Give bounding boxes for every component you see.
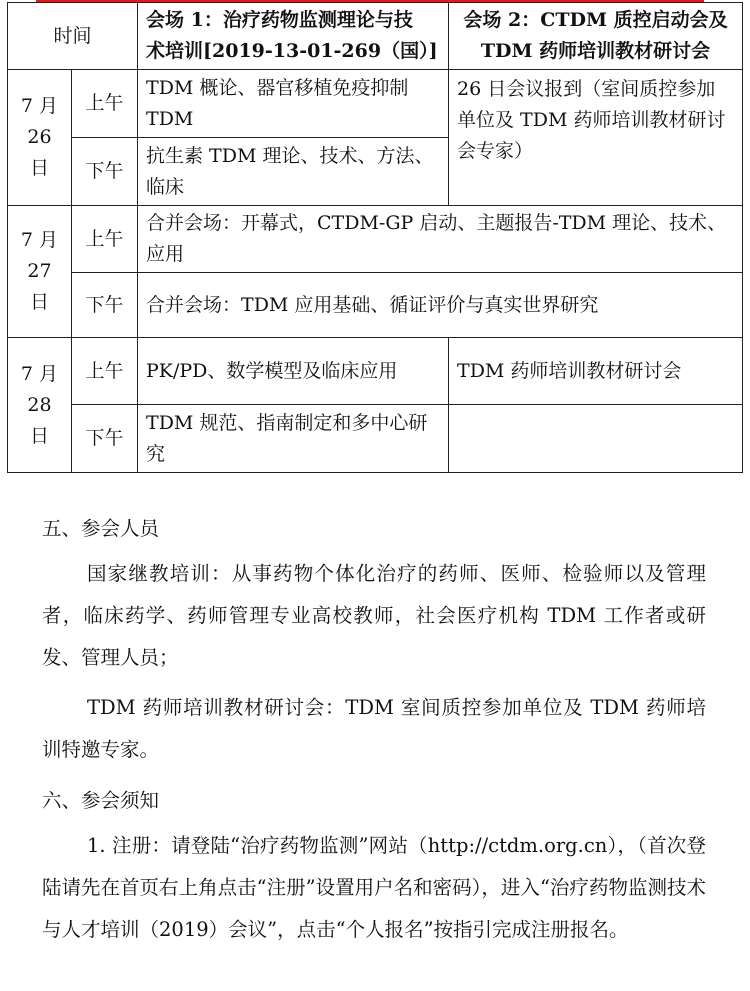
section-6-para-1: 1. 注册：请登陆“治疗药物监测”网站（http://ctdm.org.cn），（首次登陆请先在首页右上角点击“注册”设置用户名和密码），进入“治疗药物监测技术与人才培训（2019）会议”，点击“个人报名”按指引完成注册报名。: [42, 834, 706, 941]
section-5-heading: 五、参会人员: [42, 517, 160, 540]
date-day: 26 日: [27, 126, 52, 179]
header-venue-1-line1: 会场 1：治疗药物监测理论与技: [146, 9, 413, 31]
jul28-pm-venue2: [449, 405, 743, 473]
jul27-am-merged: 合并会场：开幕式，CTDM-GP 启动、主题报告-TDM 理论、技术、应用: [138, 206, 743, 273]
date-month: 7 月: [20, 362, 59, 385]
date-day: 27 日: [27, 260, 52, 313]
section-5-para-2: TDM 药师培训教材研讨会：TDM 室间质控参加单位及 TDM 药师培训特邀专家。: [42, 696, 706, 761]
jul26-venue2: 26 日会议报到（室间质控参加单位及 TDM 药师培训教材研讨会专家）: [449, 70, 743, 206]
header-venue-2-line2: TDM 药师培训教材研讨会: [480, 40, 711, 62]
header-venue-2: [449, 3, 743, 70]
table-row: [8, 206, 743, 273]
date-jul-28: [8, 338, 72, 473]
half-day-pm: 下午: [72, 405, 138, 473]
half-day-pm: 下午: [72, 273, 138, 338]
jul27-pm-merged: 合并会场：TDM 应用基础、循证评价与真实世界研究: [138, 273, 743, 338]
table-row: [8, 273, 743, 338]
jul26-am-venue1: TDM 概论、器官移植免疫抑制TDM: [138, 70, 449, 138]
table-row: [8, 70, 743, 138]
section-6-heading: 六、参会须知: [42, 789, 160, 812]
table-header-row: [8, 3, 743, 70]
half-day-am: 上午: [72, 206, 138, 273]
date-jul-26: [8, 70, 72, 206]
jul26-pm-venue1: 抗生素 TDM 理论、技术、方法、临床: [138, 138, 449, 206]
header-venue-1-line2: 术培训[2019-13-01-269（国）]: [146, 40, 438, 62]
date-month: 7 月: [20, 229, 59, 251]
jul28-pm-venue1: TDM 规范、指南制定和多中心研究: [138, 405, 449, 473]
header-time: 时间: [8, 3, 138, 70]
half-day-pm: 下午: [72, 138, 138, 206]
schedule-table: [7, 2, 743, 473]
jul28-am-venue1: PK/PD、数学模型及临床应用: [138, 338, 449, 405]
table-row: [8, 405, 743, 473]
half-day-am: 上午: [72, 338, 138, 405]
half-day-am: 上午: [72, 70, 138, 138]
date-day: 28 日: [27, 393, 52, 447]
jul28-am-venue2: TDM 药师培训教材研讨会: [449, 338, 743, 405]
table-row: [8, 338, 743, 405]
date-jul-27: [8, 206, 72, 338]
header-venue-1: [138, 3, 449, 70]
date-month: 7 月: [20, 95, 59, 117]
section-5-para-1: 国家继教培训：从事药物个体化治疗的药师、医师、检验师以及管理者，临床药学、药师管理专业高校教师，社会医疗机构 TDM 工作者或研发、管理人员；: [42, 562, 706, 669]
header-venue-2-line1: 会场 2：CTDM 质控启动会及: [463, 9, 728, 31]
